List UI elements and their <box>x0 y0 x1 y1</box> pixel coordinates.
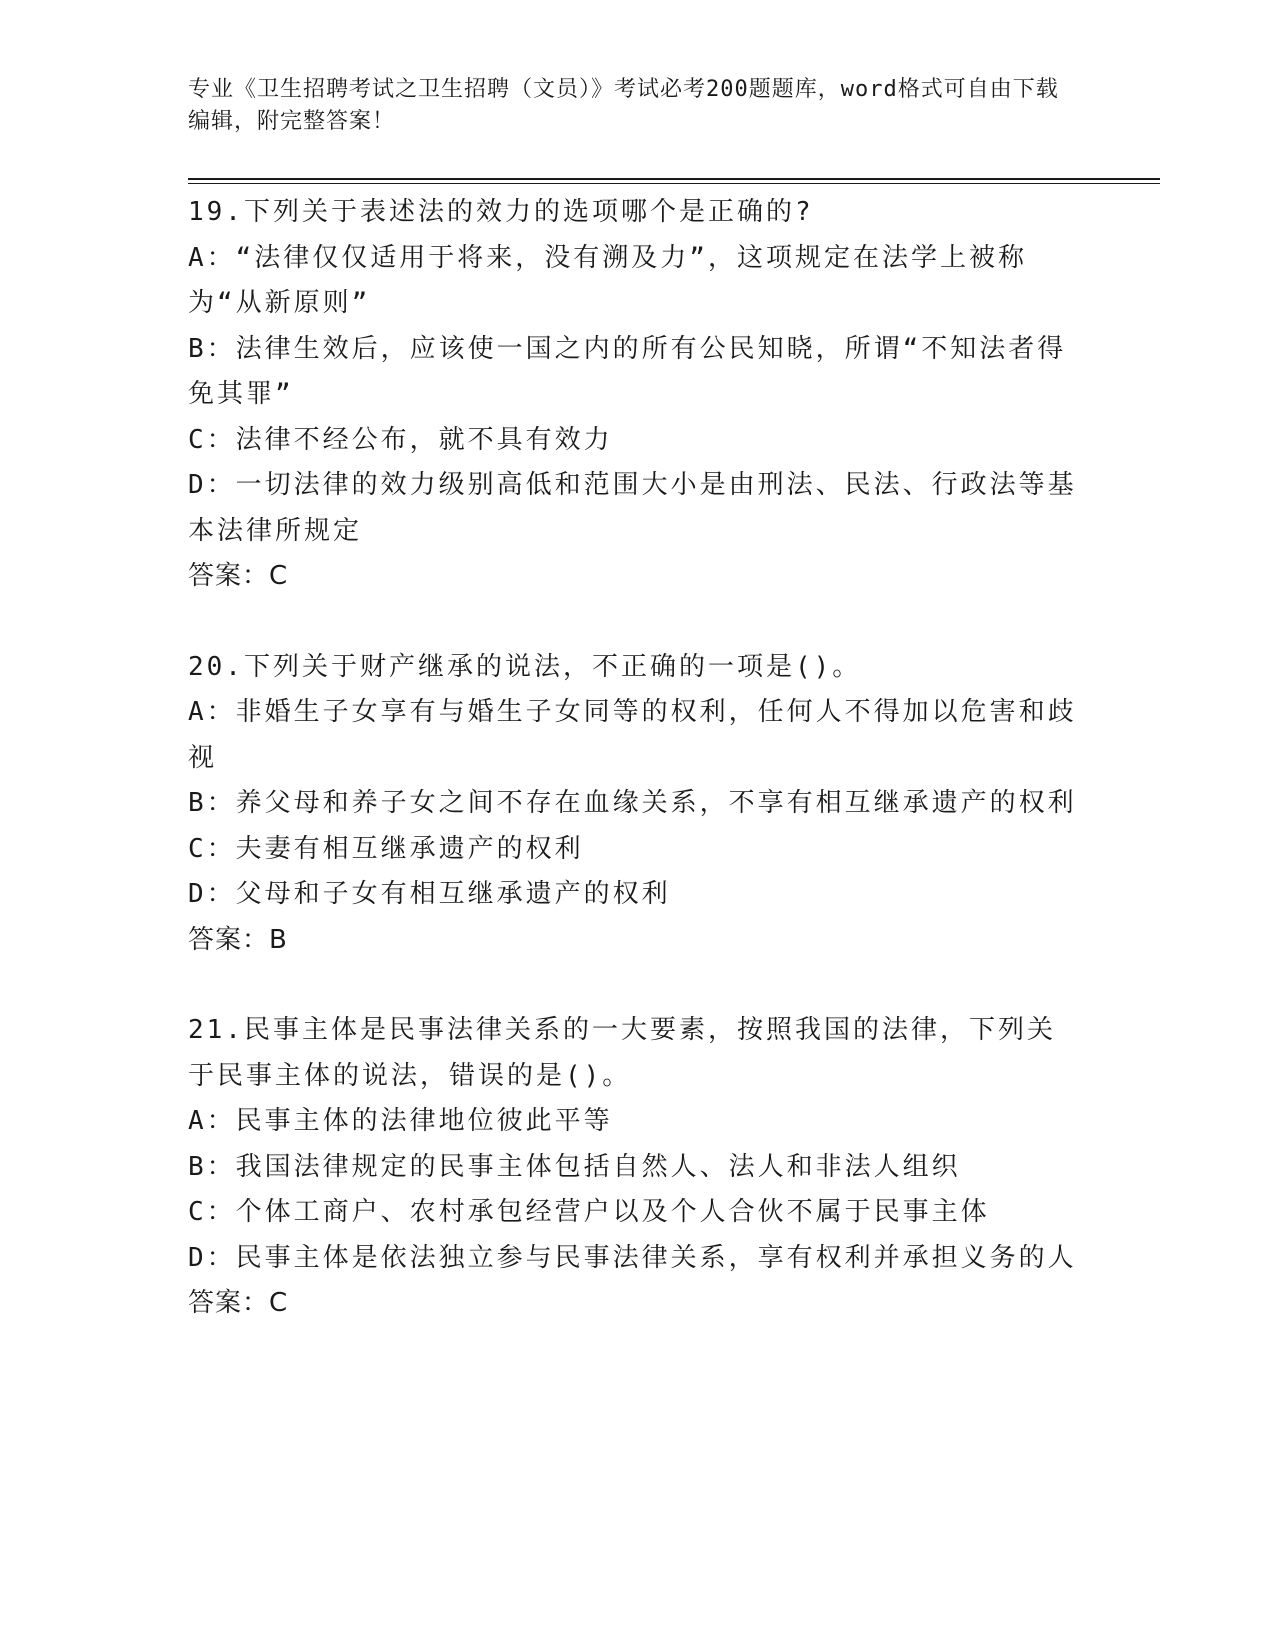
header-divider-thin <box>188 183 1160 184</box>
question-stem: 19.下列关于表述法的效力的选项哪个是正确的? <box>188 197 814 227</box>
document-header: 专业《卫生招聘考试之卫生招聘（文员）》考试必考200题题库，word格式可自由下载编辑，附完整答案！ <box>188 77 1059 134</box>
option-c: C：法律不经公布，就不具有效力 <box>188 424 613 455</box>
option-d: D：一切法律的效力级别高低和范围大小是由刑法、民法、行政法等基本法律所规定 <box>188 470 1077 546</box>
option-a: A：民事主体的法律地位彼此平等 <box>188 1106 613 1136</box>
question-stem: 21.民事主体是民事法律关系的一大要素，按照我国的法律，下列关于民事主体的说法，错误的是()。 <box>188 1015 1056 1091</box>
header-divider-thick <box>188 178 1160 180</box>
answer: 答案：C <box>188 561 289 591</box>
question-list <box>188 190 1078 1372</box>
option-d: D：民事主体是依法独立参与民事法律关系，享有权利并承担义务的人 <box>188 1242 1077 1273</box>
answer: 答案：B <box>188 924 288 955</box>
answer: 答案：C <box>188 1288 289 1318</box>
option-c: C：夫妻有相互继承遗产的权利 <box>188 833 584 864</box>
question-19 <box>188 190 1078 600</box>
option-b: B：养父母和养子女之间不存在血缘关系，不享有相互继承遗产的权利 <box>188 788 1077 818</box>
option-c: C：个体工商户、农村承包经营户以及个人合伙不属于民事主体 <box>188 1197 990 1227</box>
question-20 <box>188 645 1078 964</box>
question-21 <box>188 1008 1078 1327</box>
option-a: A：“法律仅仅适用于将来，没有溯及力”，这项规定在法学上被称为“从新原则” <box>188 242 1027 318</box>
option-b: B：法律生效后，应该使一国之内的所有公民知晓，所谓“不知法者得免其罪” <box>188 333 1067 409</box>
option-a: A：非婚生子女享有与婚生子女同等的权利，任何人不得加以危害和歧视 <box>188 697 1077 773</box>
question-stem: 20.下列关于财产继承的说法，不正确的一项是()。 <box>188 651 862 682</box>
option-b: B：我国法律规定的民事主体包括自然人、法人和非法人组织 <box>188 1151 961 1182</box>
option-d: D：父母和子女有相互继承遗产的权利 <box>188 879 671 909</box>
